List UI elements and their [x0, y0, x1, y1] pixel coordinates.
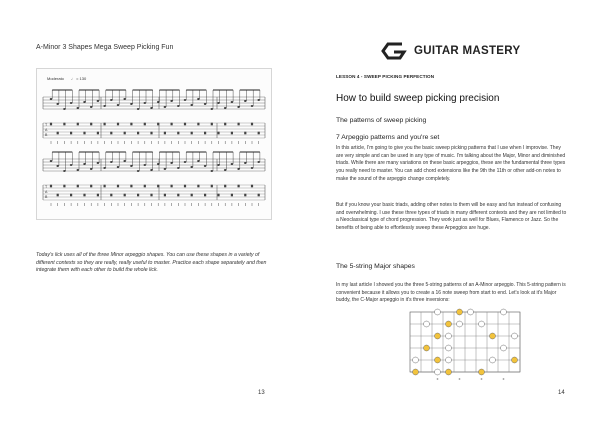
root-note-dot — [490, 333, 496, 339]
root-note-dot — [446, 321, 452, 327]
note-dot — [446, 357, 452, 363]
note-dot — [490, 357, 496, 363]
root-note-dot — [435, 333, 441, 339]
root-note-dot — [457, 309, 463, 315]
note-dot — [512, 333, 518, 339]
page-number-left: 13 — [258, 390, 265, 396]
tempo-label: Moderato — [47, 76, 64, 81]
logo-g-icon — [380, 40, 408, 62]
tab-caption: Today's lick uses all of the three Minor arpeggio shapes. You can use these shapes in a variety of different contexts so they are really, really useful to master. Practice each shape separately and then integrate them with each other to build the whole lick. — [36, 252, 267, 274]
tab-letter: T — [45, 185, 48, 189]
fretboard-svg — [406, 306, 524, 386]
subheading-5-string: The 5-string Major shapes — [336, 263, 415, 270]
root-note-dot — [413, 369, 419, 375]
note-dot — [501, 345, 507, 351]
subheading-patterns: The patterns of sweep picking — [336, 117, 427, 124]
page-number-right: 14 — [558, 390, 565, 396]
note-dot — [468, 309, 474, 315]
root-note-dot — [479, 369, 485, 375]
article-heading: How to build sweep picking precision — [336, 93, 500, 104]
note-dot — [457, 321, 463, 327]
fretboard-diagram — [406, 306, 524, 386]
paragraph-3: In my last article I showed you the three 5-string patterns of an A-Minor arpeggio. This 5-string pattern is convenient because it allows you to create a 16 note sweep from start to end. Let's look at it's Major buddy, the C-Major arpeggio in it's three inversions: — [336, 282, 566, 304]
note-dot — [435, 309, 441, 315]
paragraph-2: But if you know your basic triads, adding other notes to them will be easy and fun instead of confusing and overwhelming. I use these three types of triads in many different contexts and they are not limited to a Neoclassical type of chord progression. They work just as well for Blues, Flamenco or Jazz. So the benefits of being able to effortlessly sweep these Arpeggios are huge. — [336, 202, 567, 232]
tab-notation-image — [36, 68, 272, 220]
right-page — [300, 0, 600, 424]
tab-letter: T — [45, 123, 48, 127]
root-note-dot — [424, 345, 430, 351]
note-dot — [446, 333, 452, 339]
tab-letter: A — [45, 190, 48, 194]
note-dot — [446, 345, 452, 351]
root-note-dot — [446, 369, 452, 375]
tab-letter: A — [45, 128, 48, 132]
root-note-dot — [512, 357, 518, 363]
tab-notation-svg — [37, 69, 271, 219]
note-dot — [424, 321, 430, 327]
brand-name: GUITAR MASTERY — [414, 45, 521, 57]
notation-system-2 — [43, 152, 265, 206]
note-dot — [501, 309, 507, 315]
note-dot — [435, 369, 441, 375]
left-page-title: A-Minor 3 Shapes Mega Sweep Picking Fun — [36, 44, 174, 51]
lesson-label: LESSON 4 - SWEEP PICKING PERFECTION — [336, 74, 435, 79]
subheading-arpeggio: 7 Arpeggio patterns and you're set — [336, 134, 440, 141]
notation-system-1 — [43, 90, 265, 144]
note-dot — [479, 321, 485, 327]
tab-letter: B — [45, 195, 48, 199]
guitar-mastery-logo — [380, 40, 540, 62]
paragraph-1: In this article, I'm going to give you the basic sweep picking patterns that I use when I improvise. They are very simple and can be used in any type of music. I'm talking about the Major, Minor and diminished triads. While there are many variations on these basic arpeggios, these are the fundamental three types you really need to master. You can add chord extensions like the 9th the 11th or other add-on notes to make the sound of the arpeggio change completely. — [336, 145, 566, 182]
root-note-dot — [435, 357, 441, 363]
tempo-value: ♩ = 130 — [71, 76, 87, 81]
note-dot — [413, 357, 419, 363]
tab-letter: B — [45, 133, 48, 137]
